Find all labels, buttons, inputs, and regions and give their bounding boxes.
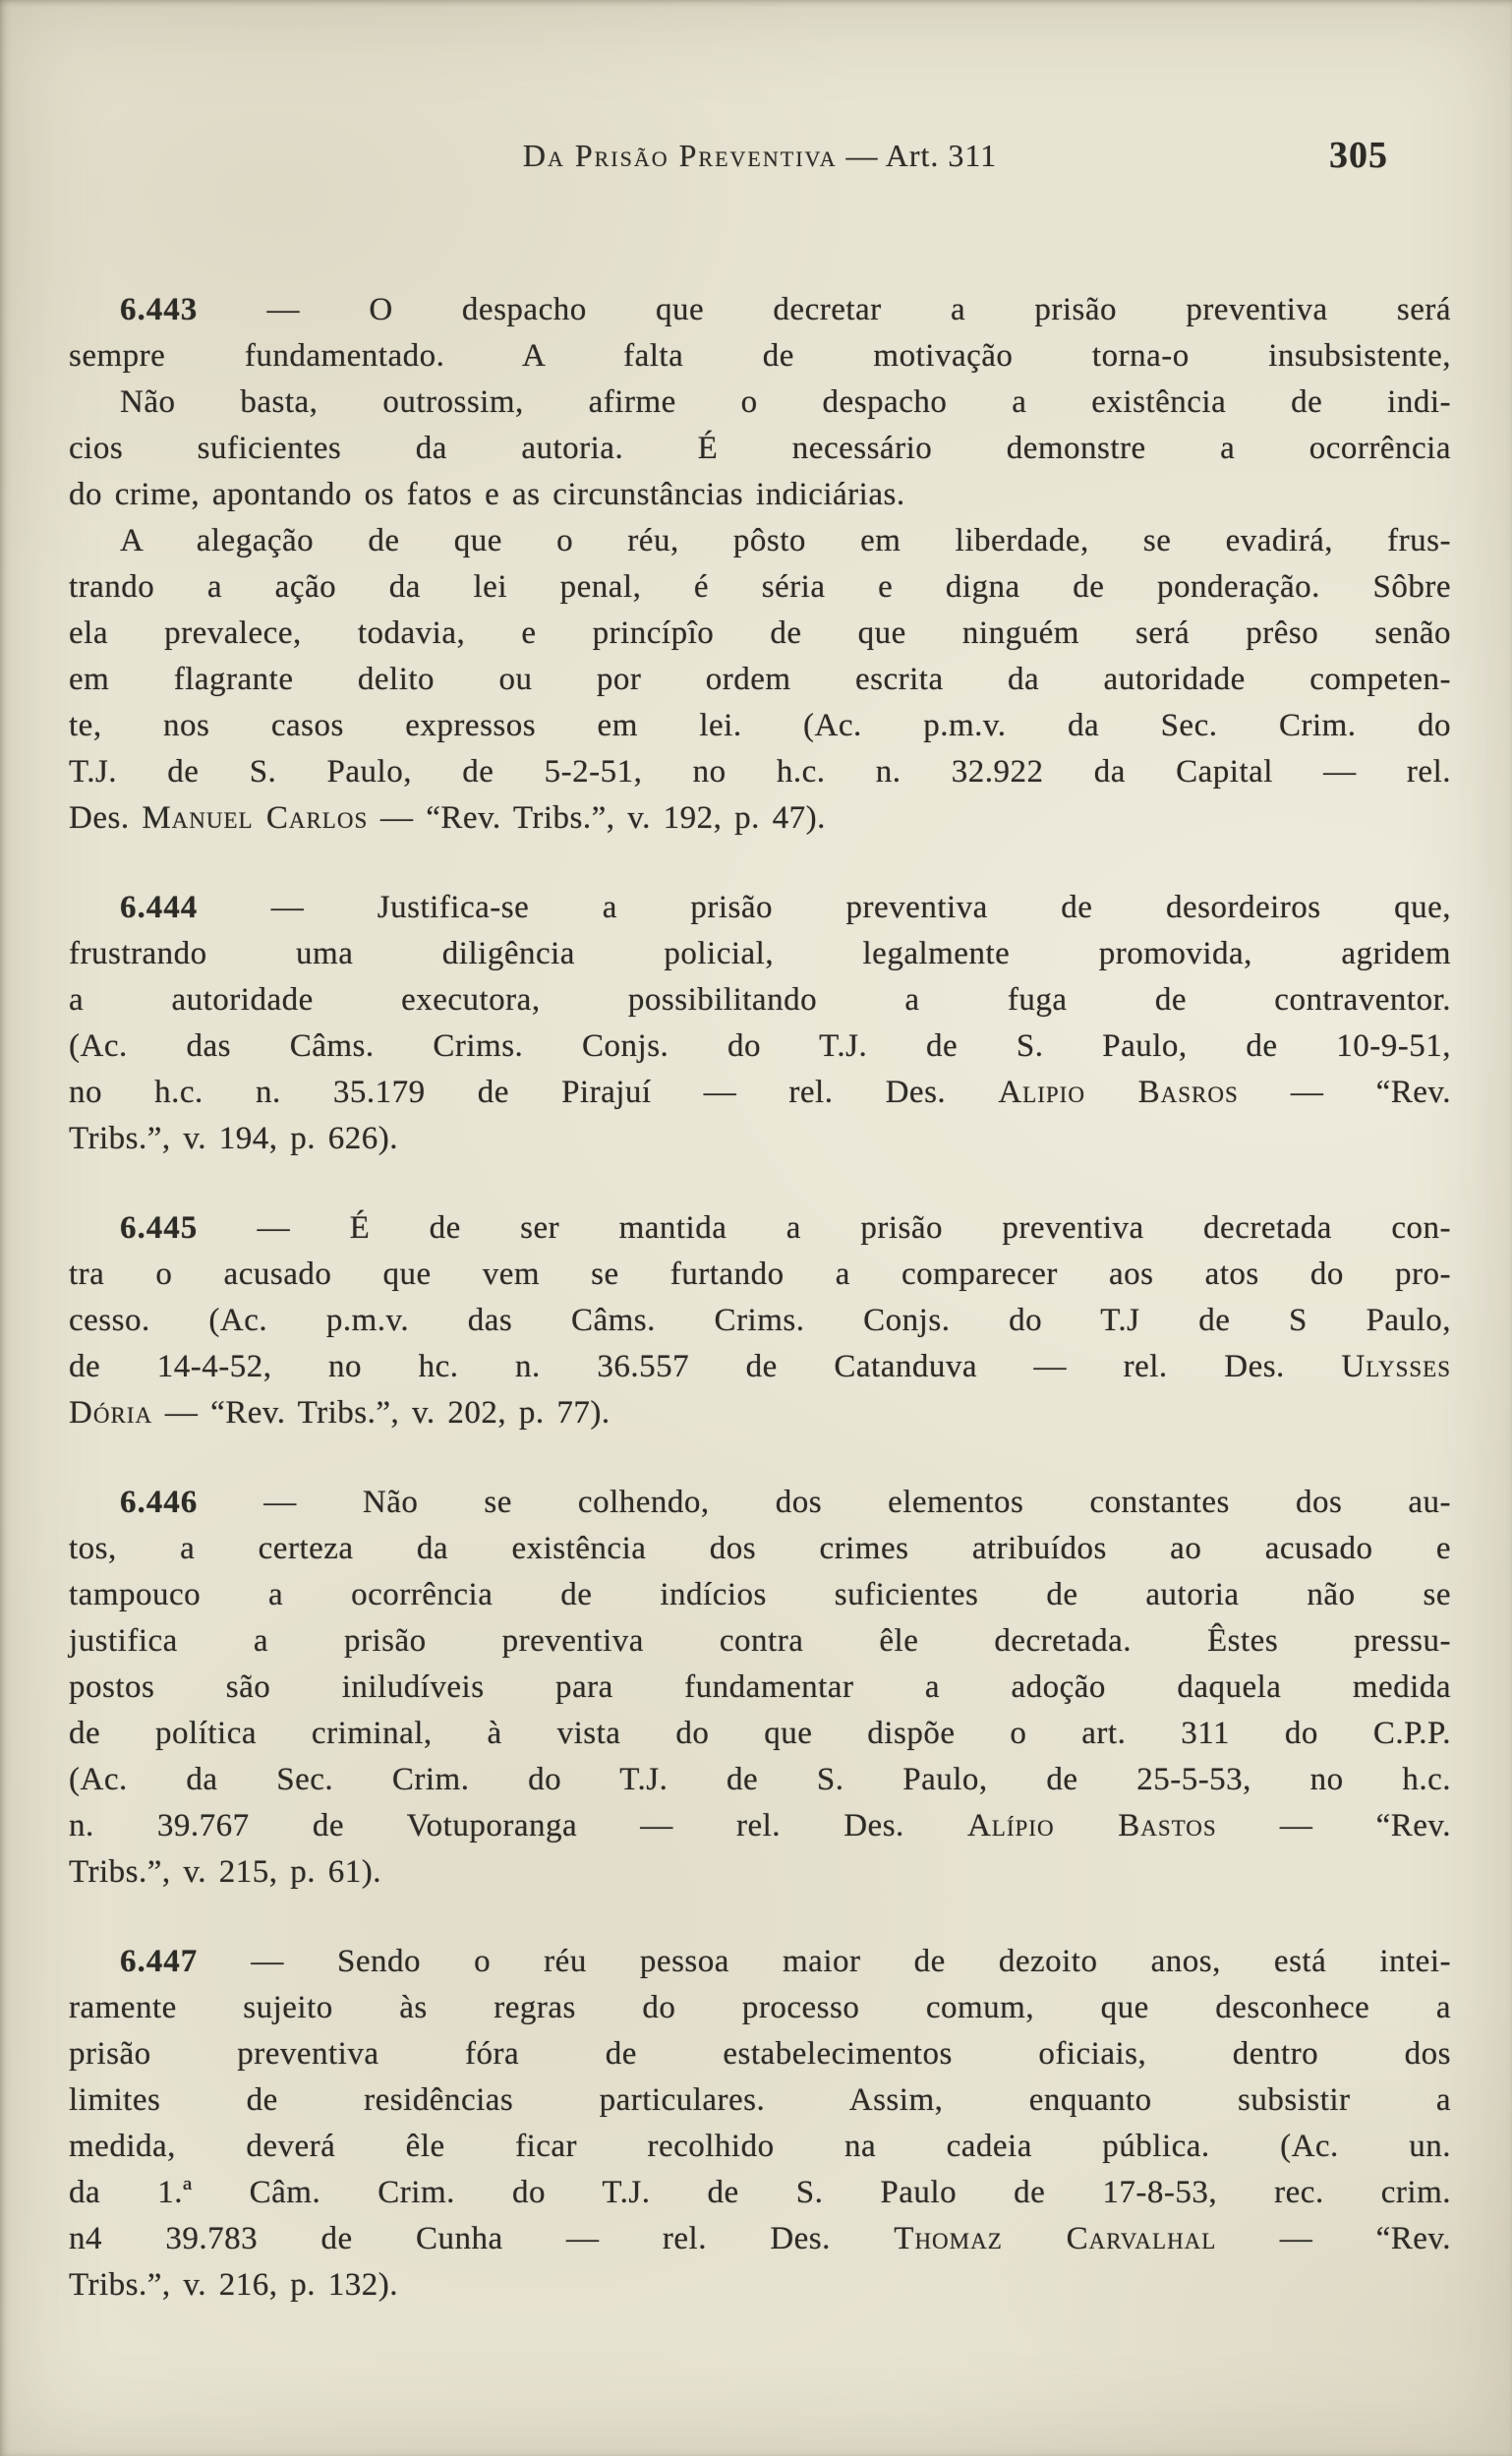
running-head — [69, 135, 1451, 181]
text-segment: Tribs.”, v. 194, p. 626). — [69, 1121, 398, 1156]
text-segment: tos, a certeza da existência dos crimes atribuídos ao acusado e — [69, 1531, 1451, 1566]
text-line — [69, 931, 1451, 977]
running-title — [523, 138, 997, 173]
text-line — [69, 1298, 1451, 1344]
text-line — [69, 611, 1451, 657]
text-line — [69, 1803, 1451, 1849]
entry-number: 6.444 — [120, 890, 199, 925]
paragraph — [69, 1939, 1451, 2309]
text-segment: postos são iniludíveis para fundamentar a adoção daquela medida — [69, 1669, 1451, 1705]
text-line — [69, 333, 1451, 380]
text-segment: da 1.ª Câm. Crim. do T.J. de S. Paulo de 17-8-53, rec. crim. — [69, 2175, 1451, 2210]
text-line — [69, 2170, 1451, 2216]
text-segment: a autoridade executora, possibilitando a fuga de contraventor. — [69, 982, 1451, 1018]
text-segment: ela prevalece, todavia, e princípîo de que ninguém será prêso senão — [69, 615, 1451, 651]
page-content — [69, 287, 1451, 2309]
paragraph — [69, 287, 1451, 380]
text-segment: de política criminal, à vista do que dispõe o art. 311 do C.P.P. — [69, 1716, 1451, 1751]
text-line — [69, 1618, 1451, 1665]
entry-block — [69, 1480, 1451, 1896]
text-segment: — É de ser mantida a prisão preventiva decretada con- — [198, 1210, 1451, 1246]
text-line — [69, 1116, 1451, 1162]
text-segment: medida, deverá êle ficar recolhido na cadeia pública. (Ac. un. — [69, 2129, 1451, 2164]
text-line — [69, 657, 1451, 703]
text-line — [69, 749, 1451, 795]
text-line — [69, 1985, 1451, 2031]
text-line — [69, 1711, 1451, 1757]
text-line — [69, 472, 1451, 518]
text-segment: Tribs.”, v. 215, p. 61). — [69, 1854, 381, 1890]
text-line — [69, 2124, 1451, 2170]
text-line — [69, 1757, 1451, 1803]
text-segment: cesso. (Ac. p.m.v. das Câms. Crims. Conjs. do T.J de S Paulo, — [69, 1303, 1451, 1338]
text-segment: ramente sujeito às regras do processo comum, que desconhece a — [69, 1990, 1451, 2025]
text-segment: prisão preventiva fóra de estabelecimentos oficiais, dentro dos — [69, 2036, 1451, 2072]
text-segment: n4 39.783 de Cunha — rel. Des. — [69, 2221, 895, 2256]
text-line — [69, 1070, 1451, 1116]
text-segment: trando a ação da lei penal, é séria e digna de ponderação. Sôbre — [69, 569, 1451, 605]
paragraph — [69, 885, 1451, 1162]
judge-name: Ulysses — [1341, 1349, 1451, 1384]
text-line — [69, 2216, 1451, 2262]
text-segment: — Sendo o réu pessoa maior de dezoito anos, está intei- — [198, 1944, 1451, 1979]
text-segment: no h.c. n. 35.179 de Pirajuí — rel. Des. — [69, 1075, 999, 1110]
text-segment: em flagrante delito ou por ordem escrita da autoridade competen- — [69, 662, 1451, 697]
text-line — [69, 1480, 1451, 1526]
text-segment: — “Rev. — [1238, 1075, 1451, 1110]
paragraph — [69, 518, 1451, 842]
text-line — [69, 1205, 1451, 1252]
text-line — [69, 1849, 1451, 1896]
text-line — [69, 2077, 1451, 2124]
text-segment: limites de residências particulares. Assim, enquanto subsistir a — [69, 2082, 1451, 2118]
text-segment: — O despacho que decretar a prisão preventiva será — [198, 292, 1451, 327]
judge-name: Manuel Carlos — [142, 800, 369, 836]
text-line — [69, 885, 1451, 931]
judge-name: Alípio Bastos — [966, 1808, 1217, 1843]
running-title-smallcaps: Da Prisão Preventiva — [522, 138, 838, 173]
text-segment: tampouco a ocorrência de indícios suficientes de autoria não se — [69, 1577, 1451, 1612]
text-segment: T.J. de S. Paulo, de 5-2-51, no h.c. n. 32.922 da Capital — rel. — [69, 754, 1451, 789]
judge-name: Alipio Basros — [998, 1075, 1239, 1110]
text-segment: n. 39.767 de Votuporanga — rel. Des. — [69, 1808, 967, 1843]
entry-number: 6.445 — [120, 1210, 199, 1246]
text-segment: cios suficientes da autoria. É necessário demonstre a ocorrência — [69, 431, 1451, 466]
text-line — [69, 287, 1451, 333]
text-segment: Não basta, outrossim, afirme o despacho a existência de indi- — [120, 384, 1451, 420]
text-line — [69, 795, 1451, 842]
text-line — [69, 1252, 1451, 1298]
text-line — [69, 380, 1451, 426]
text-segment: — Não se colhendo, dos elementos constantes dos au- — [198, 1485, 1451, 1520]
text-segment: tra o acusado que vem se furtando a comparecer aos atos do pro- — [69, 1257, 1451, 1292]
text-segment: A alegação de que o réu, pôsto em liberdade, se evadirá, frus- — [120, 523, 1451, 558]
entry-number: 6.447 — [120, 1944, 199, 1979]
running-title-article: — Art. 311 — [837, 138, 998, 173]
text-line — [69, 977, 1451, 1023]
judge-name: Dória — [69, 1395, 153, 1431]
text-segment: justifica a prisão preventiva contra êle decretada. Êstes pressu- — [69, 1623, 1451, 1659]
text-line — [69, 1526, 1451, 1572]
text-segment: (Ac. da Sec. Crim. do T.J. de S. Paulo, de 25-5-53, no h.c. — [69, 1762, 1451, 1797]
text-line — [69, 2031, 1451, 2077]
text-line — [69, 2262, 1451, 2309]
page-number: 305 — [1329, 135, 1388, 176]
text-segment: — “Rev. — [1216, 1808, 1451, 1843]
text-segment: — “Rev. Tribs.”, v. 202, p. 77). — [152, 1395, 611, 1431]
text-line — [69, 1390, 1451, 1436]
text-segment: do crime, apontando os fatos e as circunstâncias indiciárias. — [69, 477, 905, 512]
entry-block — [69, 885, 1451, 1162]
text-segment: Tribs.”, v. 216, p. 132). — [69, 2267, 398, 2303]
entry-number: 6.443 — [120, 292, 199, 327]
text-segment: de 14-4-52, no hc. n. 36.557 de Catanduva — rel. Des. — [69, 1349, 1342, 1384]
text-segment: te, nos casos expressos em lei. (Ac. p.m.v. da Sec. Crim. do — [69, 708, 1451, 743]
text-line — [69, 1572, 1451, 1618]
text-segment: frustrando uma diligência policial, legalmente promovida, agridem — [69, 936, 1451, 971]
text-segment: sempre fundamentado. A falta de motivação torna-o insubsistente, — [69, 338, 1451, 374]
text-line — [69, 1344, 1451, 1390]
entry-block — [69, 1205, 1451, 1436]
text-segment: (Ac. das Câms. Crims. Conjs. do T.J. de S. Paulo, de 10-9-51, — [69, 1028, 1451, 1064]
text-line — [69, 1023, 1451, 1070]
entry-block — [69, 1939, 1451, 2309]
text-line — [69, 564, 1451, 611]
text-segment: — “Rev. — [1216, 2221, 1451, 2256]
paragraph — [69, 380, 1451, 518]
text-segment: — Justifica-se a prisão preventiva de desordeiros que, — [198, 890, 1451, 925]
paragraph — [69, 1205, 1451, 1436]
text-line — [69, 518, 1451, 564]
entry-number: 6.446 — [120, 1485, 199, 1520]
text-line — [69, 703, 1451, 749]
text-line — [69, 426, 1451, 472]
paragraph — [69, 1480, 1451, 1896]
judge-name: Thomaz Carvalhal — [894, 2221, 1217, 2256]
text-line — [69, 1665, 1451, 1711]
entry-block — [69, 287, 1451, 842]
text-line — [69, 1939, 1451, 1985]
text-segment: Des. — [69, 800, 143, 836]
text-segment: — “Rev. Tribs.”, v. 192, p. 47). — [368, 800, 826, 836]
